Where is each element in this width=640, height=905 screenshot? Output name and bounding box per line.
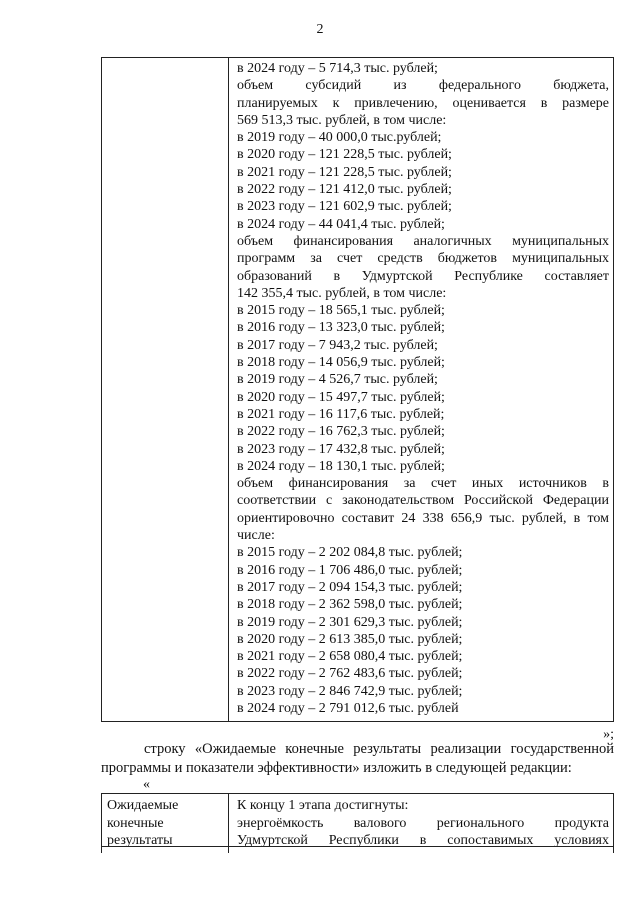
text-line: в 2023 году – 121 602,9 тыс. рублей;: [237, 199, 452, 215]
page-number: 2: [316, 22, 324, 37]
text-line: в 2020 году – 121 228,5 тыс. рублей;: [237, 147, 452, 163]
results-table: [101, 793, 614, 853]
text-line: Ожидаемые: [107, 798, 179, 813]
text-line: в 2021 году – 121 228,5 тыс. рублей;: [237, 164, 452, 180]
text-line: объем финансирования за счет иных источников в: [237, 476, 609, 492]
text-line: результаты: [107, 833, 173, 848]
opening-quote: «: [143, 777, 150, 792]
text-line: числе:: [237, 528, 275, 544]
table-row-divider: [102, 846, 613, 847]
text-line: соответствии с законодательством Российской Федерации: [237, 493, 609, 509]
funding-table: [101, 57, 614, 722]
text-line: 569 513,3 тыс. рублей, в том числе:: [237, 112, 447, 128]
text-line: программ за счет средств бюджетов муниципальных: [237, 251, 609, 267]
text-line: в 2019 году – 2 301 629,3 тыс. рублей;: [237, 614, 463, 630]
text-line: в 2023 году – 2 846 742,9 тыс. рублей;: [237, 683, 463, 699]
text-line: в 2015 году – 18 565,1 тыс. рублей;: [237, 303, 445, 319]
text-line: в 2023 году – 17 432,8 тыс. рублей;: [237, 441, 445, 457]
text-line: в 2024 году – 2 791 012,6 тыс. рублей: [237, 700, 459, 716]
text-line: в 2016 году – 1 706 486,0 тыс. рублей;: [237, 562, 463, 578]
amendment-paragraph: строку «Ожидаемые конечные результаты реализации государственной программы и показатели эффективности» изложить в следующей редакции:: [101, 741, 614, 776]
text-line: в 2022 году – 16 762,3 тыс. рублей;: [237, 424, 445, 440]
text-line: Удмуртской Республики в сопоставимых условиях: [237, 833, 609, 848]
closing-quote: »;: [603, 727, 614, 742]
text-line: конечные: [107, 815, 164, 831]
text-line: в 2024 году – 18 130,1 тыс. рублей;: [237, 458, 445, 474]
table-column-divider: [228, 58, 229, 721]
text-line: планируемых к привлечению, оценивается в размере: [237, 95, 609, 111]
text-line: в 2016 году – 13 323,0 тыс. рублей;: [237, 320, 445, 336]
text-line: в 2022 году – 121 412,0 тыс. рублей;: [237, 182, 452, 198]
text-line: в 2020 году – 2 613 385,0 тыс. рублей;: [237, 631, 463, 647]
results-label-cell: [107, 797, 225, 850]
table-column-divider: [228, 794, 229, 853]
text-line: К концу 1 этапа достигнуты:: [237, 798, 409, 813]
text-line: в 2018 году – 14 056,9 тыс. рублей;: [237, 355, 445, 371]
results-text-cell: [237, 797, 609, 850]
funding-text-cell: [237, 60, 609, 717]
text-line: объем финансирования аналогичных муниципальных: [237, 233, 609, 249]
text-line: 142 355,4 тыс. рублей, в том числе:: [237, 285, 447, 301]
text-line: в 2017 году – 7 943,2 тыс. рублей;: [237, 337, 438, 353]
text-line: в 2017 году – 2 094 154,3 тыс. рублей;: [237, 579, 463, 595]
text-line: в 2015 году – 2 202 084,8 тыс. рублей;: [237, 545, 463, 561]
text-line: образований в Удмуртской Республике составляет: [237, 268, 609, 284]
text-line: в 2019 году – 4 526,7 тыс. рублей;: [237, 372, 438, 388]
text-line: в 2018 году – 2 362 598,0 тыс. рублей;: [237, 597, 463, 613]
text-line: в 2021 году – 16 117,6 тыс. рублей;: [237, 406, 445, 422]
text-line: в 2024 году – 5 714,3 тыс. рублей;: [237, 61, 438, 76]
text-line: в 2021 году – 2 658 080,4 тыс. рублей;: [237, 649, 463, 665]
text-line: в 2022 году – 2 762 483,6 тыс. рублей;: [237, 666, 463, 682]
text-line: в 2020 году – 15 497,7 тыс. рублей;: [237, 389, 445, 405]
text-line: объем субсидий из федерального бюджета,: [237, 78, 609, 94]
text-line: в 2024 году – 44 041,4 тыс. рублей;: [237, 216, 445, 232]
text-line: энергоёмкость валового регионального продукта: [237, 815, 609, 831]
text-line: в 2019 году – 40 000,0 тыс.рублей;: [237, 130, 442, 146]
text-line: ориентировочно составит 24 338 656,9 тыс. рублей, в том: [237, 510, 609, 526]
